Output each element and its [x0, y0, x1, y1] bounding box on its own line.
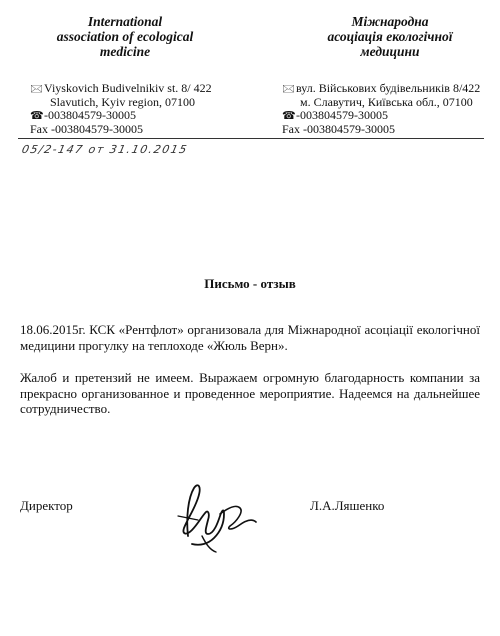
letter-paragraph: 18.06.2015г. КСК «Рентфлот» организовала для Міжнародної асоціації екологічної медицини прогулку на теплоходе «Жюль Верн». [20, 322, 480, 353]
phone-number: -003804579-30005 [44, 108, 136, 122]
phone-number: -003804579-30005 [296, 108, 388, 122]
org-name-ukrainian-line: асоціація екологічної [327, 29, 453, 44]
address-line: м. Славутич, Київська обл., 07100 [300, 95, 473, 109]
handwritten-signature [158, 478, 278, 558]
org-name-english-line: association of ecological [56, 29, 194, 44]
phone-icon: ☎ [282, 110, 296, 122]
signatory-name: Л.А.Ляшенко [310, 498, 385, 513]
letter-paragraph: Жалоб и претензий не имеем. Выражаем огромную благодарность компании за прекрасно организованное и проведенное мероприятие. Надеемся на дальнейшее сотрудничество. [20, 370, 480, 416]
org-name-ukrainian-line: медицини [360, 44, 420, 59]
handwritten-reference: 05/2-147 от 31.10.2015 [20, 143, 190, 156]
address-line: Viyskovich Budivelnikiv st. 8/ 422 [44, 81, 212, 95]
org-name-english-line: medicine [99, 44, 151, 59]
org-name-english [40, 14, 210, 59]
header-divider [18, 138, 484, 139]
phone-icon: ☎ [30, 110, 44, 122]
org-name-ukrainian [305, 14, 475, 59]
org-name-ukrainian-line: Міжнародна [351, 14, 429, 29]
signatory-position: Директор [20, 498, 73, 513]
envelope-icon: 🖂 [282, 83, 295, 95]
envelope-icon: 🖂 [30, 83, 43, 95]
fax-number: -003804579-30005 [303, 122, 395, 136]
address-line: вул. Військових будівельників 8/422 [296, 81, 481, 95]
fax-number: -003804579-30005 [51, 122, 143, 136]
address-ukrainian [282, 82, 480, 136]
address-line: Slavutich, Kyiv region, 07100 [50, 95, 195, 109]
letter-title: Письмо - отзыв [204, 276, 296, 291]
fax-label: Fax [282, 122, 300, 136]
address-english [30, 82, 212, 136]
org-name-english-line: International [87, 14, 163, 29]
fax-label: Fax [30, 122, 48, 136]
